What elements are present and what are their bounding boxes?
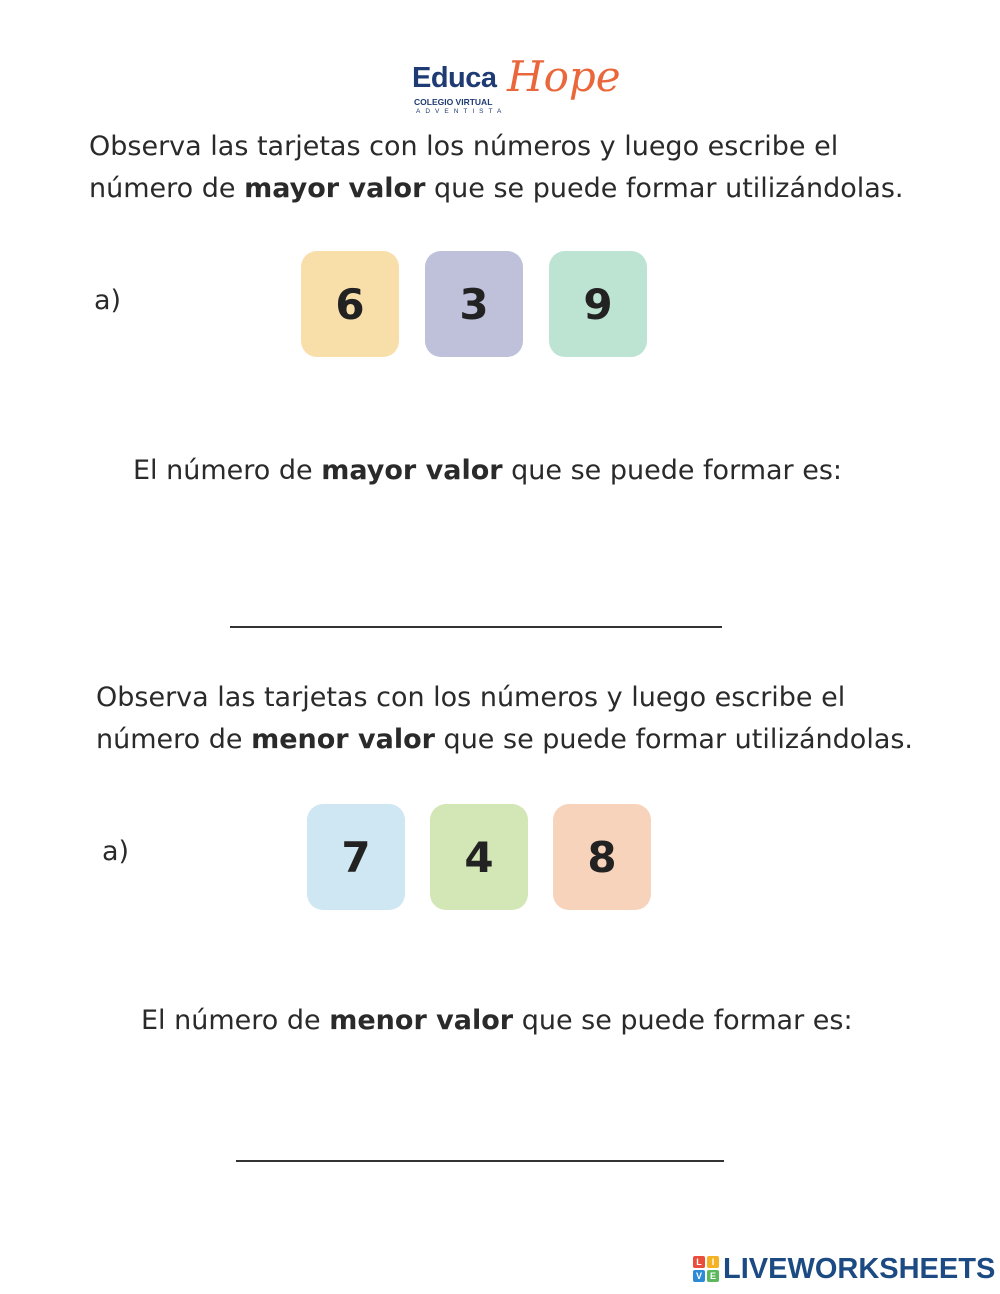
answer-line-1[interactable] <box>230 626 722 628</box>
answer-line-2[interactable] <box>236 1160 724 1162</box>
instruction-1-line2: número de mayor valor que se puede formar utilizándolas. <box>89 173 904 204</box>
liveworksheets-logo[interactable] <box>693 1252 995 1286</box>
number-card: 7 <box>307 804 405 910</box>
item-label-1: a) <box>94 285 122 316</box>
liveworksheets-wordmark: LIVEWORKSHEETS <box>723 1252 996 1285</box>
instruction-2 <box>96 677 913 761</box>
answer-prompt-2: El número de menor valor que se puede formar es: <box>141 1005 853 1036</box>
answer-prompt-1-emphasis: mayor valor <box>321 455 503 486</box>
answer-prompt-2-emphasis: menor valor <box>329 1005 514 1036</box>
number-card: 9 <box>549 251 647 357</box>
logo-hope: Hope <box>507 52 621 101</box>
answer-prompt-1: El número de mayor valor que se puede formar es: <box>133 455 843 486</box>
item-label-2: a) <box>102 836 130 867</box>
number-card: 3 <box>425 251 523 357</box>
logo-educa: Educa <box>412 62 497 94</box>
number-card: 6 <box>301 251 399 357</box>
liveworksheets-grid-icon <box>693 1256 719 1282</box>
grid-letter: I <box>707 1256 719 1268</box>
grid-letter: E <box>707 1270 719 1282</box>
educahope-logo <box>412 52 621 122</box>
instruction-1-emphasis: mayor valor <box>244 173 426 204</box>
grid-letter: V <box>693 1270 705 1282</box>
number-card: 4 <box>430 804 528 910</box>
instruction-2-line1: Observa las tarjetas con los números y luego escribe el <box>96 682 846 713</box>
logo-tagline: ADVENTISTA <box>416 108 507 115</box>
number-card: 8 <box>553 804 651 910</box>
instruction-1-line1: Observa las tarjetas con los números y luego escribe el <box>89 131 839 162</box>
instruction-2-emphasis: menor valor <box>251 724 435 755</box>
logo-subtitle: COLEGIO VIRTUAL <box>414 97 493 107</box>
instruction-2-line2: número de menor valor que se puede formar utilizándolas. <box>96 724 914 755</box>
grid-letter: L <box>693 1256 705 1268</box>
instruction-1 <box>89 126 903 210</box>
